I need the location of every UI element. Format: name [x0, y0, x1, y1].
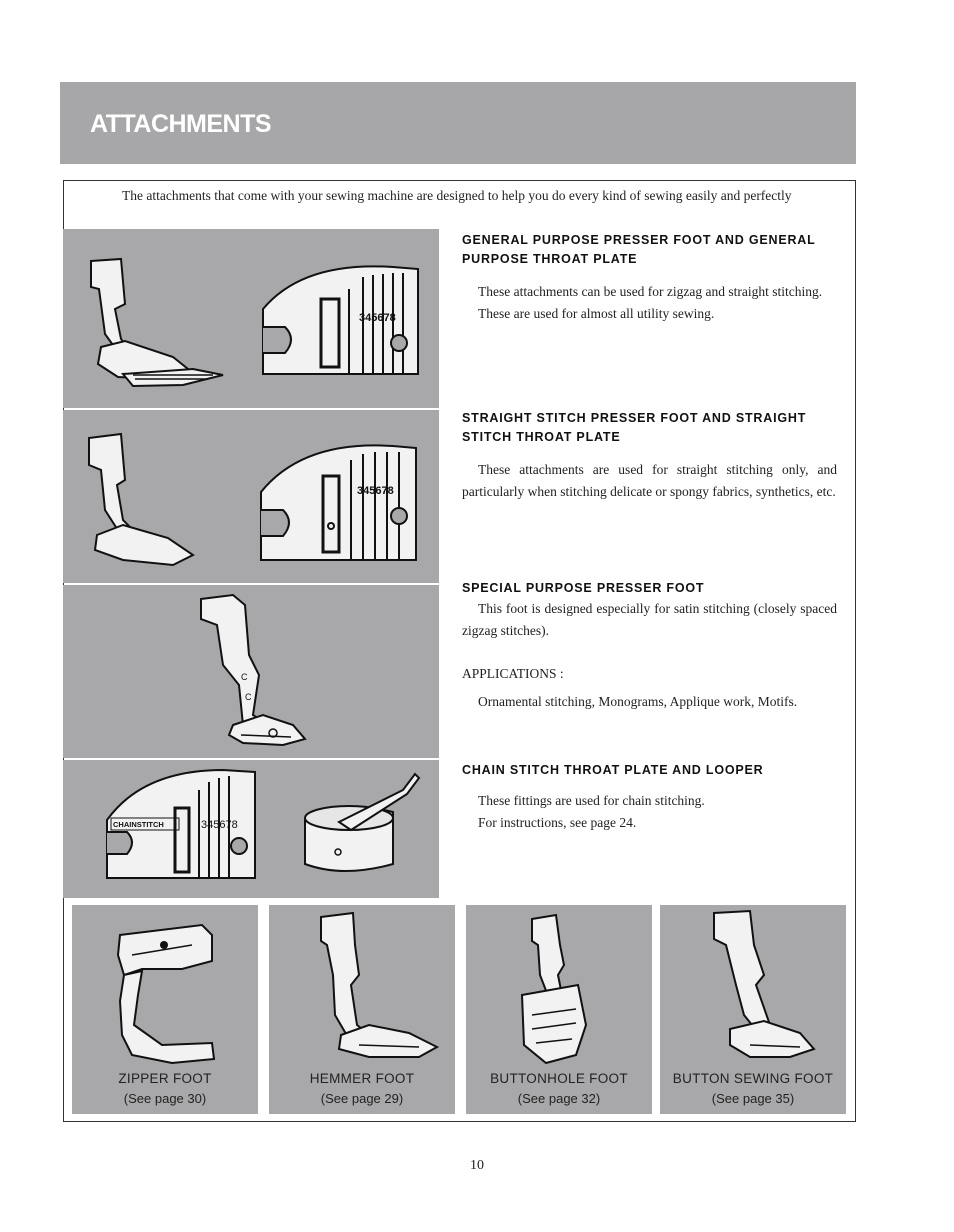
section-paragraph: These attachments can be used for zigzag and straight stitching.	[478, 284, 823, 299]
special-purpose-foot-illustration	[63, 585, 439, 758]
header-banner	[60, 82, 856, 164]
tile-buttonhole-foot	[466, 905, 652, 1114]
section-general-purpose	[462, 231, 837, 324]
straight-stitch-foot-illustration	[63, 410, 439, 583]
illustration-panels	[63, 229, 439, 898]
intro-paragraph: The attachments that come with your sewing machine are designed to help you do every kind of sewing easily and perfectly	[122, 188, 792, 203]
page-title: ATTACHMENTS	[90, 110, 272, 138]
section-title: STRAIGHT STITCH PRESSER FOOT AND STRAIGHT STITCH THROAT PLATE	[462, 411, 807, 444]
section-chain-stitch	[462, 761, 837, 833]
section-paragraph: These attachments are used for straight stitching only, and particularly when stitching delicate or spongy fabrics, synthetics, etc.	[462, 462, 837, 499]
plate-number-scale-3: 345678	[201, 819, 238, 831]
tile-page-ref: (See page 30)	[123, 1091, 207, 1106]
tile-name: HEMMER FOOT	[309, 1071, 415, 1086]
applications-label: APPLICATIONS :	[462, 666, 564, 681]
panel-general-purpose	[63, 229, 439, 408]
section-special-purpose	[462, 579, 837, 712]
section-title: GENERAL PURPOSE PRESSER FOOT AND GENERAL PURPOSE THROAT PLATE	[462, 233, 816, 266]
chainstitch-label: CHAINSTITCH	[113, 820, 164, 829]
tile-button-sewing-foot	[660, 905, 846, 1114]
panel-straight-stitch	[63, 410, 439, 583]
tile-page-ref: (See page 35)	[711, 1091, 795, 1106]
section-title: SPECIAL PURPOSE PRESSER FOOT	[462, 581, 705, 595]
tile-name: BUTTONHOLE FOOT	[490, 1071, 628, 1086]
section-paragraph: These are used for almost all utility sewing.	[478, 305, 715, 321]
section-paragraph: These fittings are used for chain stitching.	[478, 793, 705, 808]
svg-text:C: C	[241, 672, 248, 682]
plate-number-scale-1: 345678	[359, 312, 396, 324]
page-number: 10	[470, 1158, 484, 1173]
section-title: CHAIN STITCH THROAT PLATE AND LOOPER	[462, 763, 764, 777]
tile-name: BUTTON SEWING FOOT	[672, 1071, 834, 1086]
general-purpose-foot-illustration	[63, 229, 439, 408]
plate-number-scale-2: 345678	[357, 485, 394, 497]
panel-special-purpose	[63, 585, 439, 758]
svg-text:C: C	[245, 692, 252, 702]
tile-name: ZIPPER FOOT	[118, 1071, 212, 1086]
panel-chain-stitch	[63, 760, 439, 898]
tile-hemmer-foot	[269, 905, 455, 1114]
section-paragraph: Ornamental stitching, Monograms, Applique work, Motifs.	[478, 693, 798, 709]
tile-zipper-foot	[72, 905, 258, 1114]
section-paragraph: For instructions, see page 24.	[478, 814, 637, 830]
tile-page-ref: (See page 32)	[517, 1091, 601, 1106]
section-straight-stitch	[462, 409, 837, 502]
tile-page-ref: (See page 29)	[320, 1091, 404, 1106]
chain-stitch-illustration	[63, 760, 439, 898]
section-paragraph: This foot is designed especially for satin stitching (closely spaced zigzag stitches).	[462, 601, 837, 638]
